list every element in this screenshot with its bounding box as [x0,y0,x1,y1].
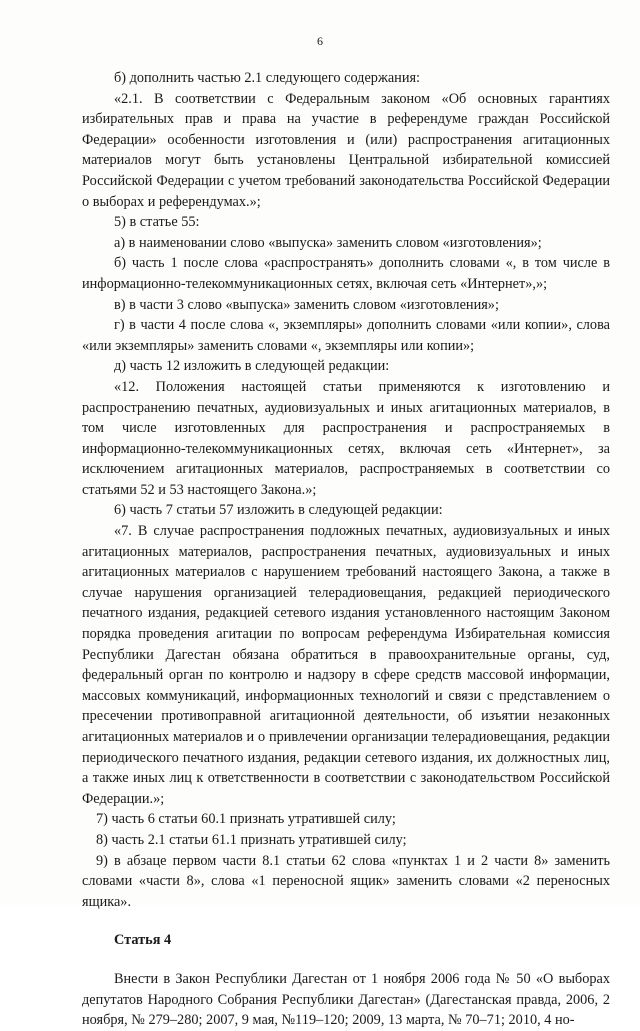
paragraph: «2.1. В соответствии с Федеральным законом «Об основных гарантиях избирательных прав и права на участие в референдуме граждан Российской Федерации» особенности изготовления и (или) распространения агитационных материалов могут быть установлены Центральной избирательной комиссией Российской Федерации с учетом требований законодательства Российской Федерации о выборах и референдумах.»; [82,90,610,210]
paragraph: г) в части 4 после слова «, экземпляры» дополнить словами «или копии», слова «или экземпляры» заменить словами «, экземпляры или копии»; [82,317,610,354]
paragraph: «12. Положения настоящей статьи применяются к изготовлению и распространению печатных, аудиовизуальных и иных агитационных материалов, в том числе изготовленных для распространения и распространяемых в информационно-телекоммуникационных сетях, включая сеть «Интернет», за исключением агитационных материалов, распространяемых в соответствии со статьями 52 и 53 настоящего Закона.»; [82,378,610,498]
body-text [82,68,610,1031]
list-item: 8) часть 2.1 статьи 61.1 признать утратившей силу; [96,831,407,848]
paragraph: 6) часть 7 статьи 57 изложить в следующей редакции: [114,502,443,519]
paragraph: б) дополнить частью 2.1 следующего содержания: [114,70,421,86]
paragraph: б) часть 1 после слова «распространять» дополнить словами «, в том числе в информационно-телекоммуникационных сетях, включая сеть «Интернет»,»; [82,255,610,292]
paragraph: «7. В случае распространения подложных печатных, аудиовизуальных и иных агитационных материалов, распространения печатных, аудиовизуальных и иных агитационных материалов с нарушением требований настоящего Закона, а также в случае нарушения организацией телерадиовещания, редакцией периодического печатного издания, редакцией сетевого издания установленного настоящим Законом порядка проведения агитации по вопросам референдума Избирательная комиссия Республики Дагестан обязана обратиться в правоохранительные органы, суд, федеральный орган по контролю и надзору в сфере средств массовой информации, массовых коммуникаций, информационных технологий и связи с представлением о пресечении противоправной агитационной деятельности, об изъятии незаконных агитационных материалов и о привлечении организации телерадиовещания, редакции периодического печатного издания, редакции сетевого издания, их должностных лиц, а также иных лиц к ответственности в соответствии с законодательством Российской Федерации.»; [82,523,610,807]
article-heading: Статья 4 [114,932,172,949]
paragraph: д) часть 12 изложить в следующей редакции: [114,358,390,375]
paragraph: в) в части 3 слово «выпуска» заменить словом «изготовления»; [114,296,499,313]
list-item: 9) в абзаце первом части 8.1 статьи 62 слова «пунктах 1 и 2 части 8» заменить словами «части 8», слова «1 переносной ящик» заменить словами «2 переносных ящика». [82,852,610,910]
list-item: 7) часть 6 статьи 60.1 признать утратившей силу; [96,811,396,828]
paragraph: Внести в Закон Республики Дагестан от 1 ноября 2006 года № 50 «О выборах депутатов Народного Собрания Республики Дагестан» (Дагестанская правда, 2006, 2 ноября, № 279–280; 2007, 9 мая, №119–120; 2009, 13 марта, № 70–71; 2010, 4 но- [82,970,610,1029]
page-number: 6 [317,34,323,48]
paragraph: а) в наименовании слово «выпуска» заменить словом «изготовления»; [114,234,542,251]
paragraph: 5) в статье 55: [114,214,200,231]
